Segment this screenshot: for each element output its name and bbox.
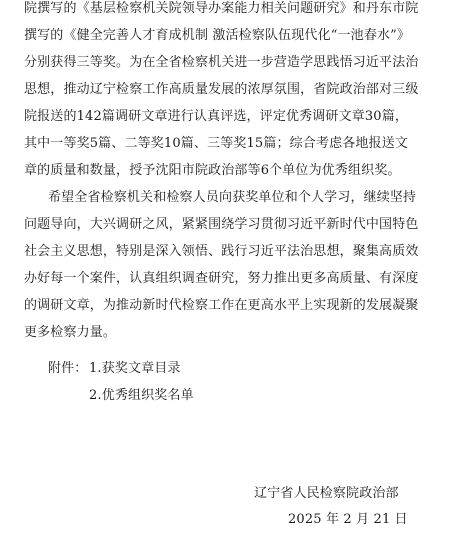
text-line: 社会主义思想，特别是深入领悟、践行习近平法治思想，聚集高质效 bbox=[24, 244, 419, 259]
text-line: 章的质量和数量，授予沈阳市院政治部等6个单位为优秀组织奖。 bbox=[24, 163, 401, 178]
issue-date: 2025 年 2 月 21 日 bbox=[288, 512, 408, 527]
text-line: 问题导向，大兴调研之风，紧紧围绕学习贯彻习近平新时代中国特色 bbox=[24, 217, 419, 232]
text-line: 的调研文章，为推动新时代检察工作在更高水平上实现新的发展凝聚 bbox=[24, 298, 419, 313]
text-line: 院报送的142篇调研文章进行认真评选，评定优秀调研文章30篇， bbox=[24, 109, 409, 124]
text-line: 撰写的《健全完善人才育成机制 激活检察队伍现代化“一池春水”》 bbox=[24, 28, 411, 43]
text-line: 更多检察力量。 bbox=[24, 325, 117, 340]
attachments-label: 附件： bbox=[48, 361, 88, 376]
text-line: 院撰写的《基层检察机关院领导办案能力相关问题研究》和丹东市院 bbox=[24, 1, 419, 16]
text-line: 其中一等奖5篇、二等奖10篇、三等奖15篇；综合考虑各地报送文 bbox=[24, 136, 409, 151]
issuing-organization: 辽宁省人民检察院政治部 bbox=[254, 486, 399, 501]
text-line: 分别获得三等奖。为在全省检察机关进一步营造学思践悟习近平法治 bbox=[24, 55, 419, 70]
attachment-item: 1.获奖文章目录 bbox=[89, 361, 181, 376]
attachment-item: 2.优秀组织奖名单 bbox=[89, 388, 194, 403]
text-line: 希望全省检察机关和检察人员向获奖单位和个人学习，继续坚持 bbox=[48, 190, 417, 205]
text-line: 办好每一个案件，认真组织调查研究，努力推出更多高质量、有深度 bbox=[24, 271, 419, 286]
text-line: 思想，推动辽宁检察工作高质量发展的浓厚氛围，省院政治部对三级 bbox=[24, 82, 419, 97]
